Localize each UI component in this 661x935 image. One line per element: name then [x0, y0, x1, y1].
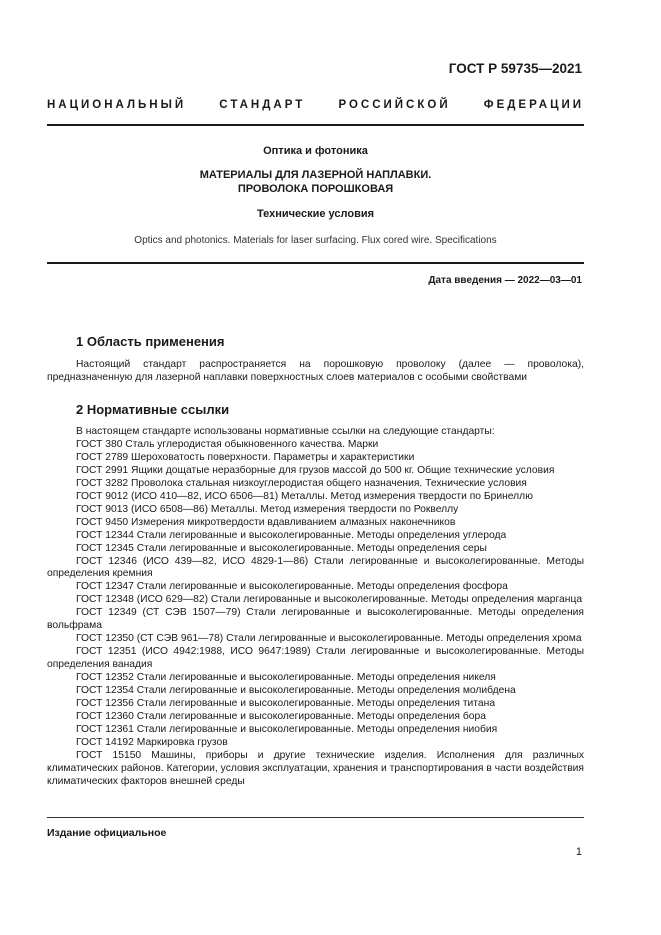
reference-item: ГОСТ 12351 (ИСО 4942:1988, ИСО 9647:1989) Стали легированные и высоколегированные. Методы определения ванадия — [47, 646, 584, 671]
reference-item: ГОСТ 15150 Машины, приборы и другие технические изделия. Исполнения для различных климатических районов. Категории, условия эксплуатации, хранения и транспортирования в части воздействия климатических факторов внешней среды — [47, 749, 584, 787]
reference-item: В настоящем стандарте использованы нормативные ссылки на следующие стандарты: — [76, 426, 495, 437]
section-references-heading: 2 Нормативные ссылки — [76, 402, 230, 417]
english-title: Optics and photonics. Materials for laser surfacing. Flux cored wire. Specifications — [134, 235, 497, 246]
reference-item: ГОСТ 12350 (СТ СЭВ 961—78) Стали легированные и высоколегированные. Методы определения хрома — [76, 633, 582, 645]
gost-number: ГОСТ Р 59735—2021 — [448, 61, 582, 76]
references-list — [47, 426, 584, 789]
scope-paragraph: Настоящий стандарт распространяется на порошковую проволоку (далее — проволока), предназначенную для лазерной наплавки поверхностных слоев материалов с особыми свойствами — [47, 359, 584, 384]
reference-item: ГОСТ 12345 Стали легированные и высоколегированные. Методы определения серы — [76, 542, 487, 554]
document-title-line-2: ПРОВОЛОКА ПОРОШКОВАЯ — [237, 183, 394, 195]
reference-item: ГОСТ 12361 Стали легированные и высоколегированные. Методы определения ниобия — [76, 723, 498, 735]
document-title — [47, 168, 584, 196]
footer-divider — [47, 817, 584, 818]
reference-item: ГОСТ 12344 Стали легированные и высоколегированные. Методы определения углерода — [76, 529, 507, 541]
reference-item: ГОСТ 9450 Измерения микротвердости вдавливанием алмазных наконечников — [76, 516, 456, 528]
domain-title: Оптика и фотоника — [263, 145, 368, 157]
reference-item: ГОСТ 380 Сталь углеродистая обыкновенного качества. Марки — [76, 438, 379, 450]
reference-item: ГОСТ 12347 Стали легированные и высоколегированные. Методы определения фосфора — [76, 581, 508, 593]
reference-item: ГОСТ 14192 Маркировка грузов — [76, 736, 228, 748]
reference-item: ГОСТ 9012 (ИСО 410—82, ИСО 6506—81) Металлы. Метод измерения твердости по Бринеллю — [76, 490, 533, 502]
reference-item: ГОСТ 3282 Проволока стальная низкоуглеродистая общего назначения. Технические условия — [76, 477, 527, 489]
title-divider — [47, 262, 584, 264]
reference-item: ГОСТ 2789 Шероховатость поверхности. Параметры и характеристики — [76, 451, 415, 463]
reference-item: ГОСТ 2991 Ящики дощатые неразборные для грузов массой до 500 кг. Общие технические условия — [76, 464, 555, 476]
reference-item: ГОСТ 12356 Стали легированные и высоколегированные. Методы определения титана — [76, 698, 496, 710]
official-edition-label: Издание официальное — [47, 827, 167, 839]
document-title-line-1: МАТЕРИАЛЫ ДЛЯ ЛАЗЕРНОЙ НАПЛАВКИ. — [199, 169, 432, 181]
reference-item: ГОСТ 12346 (ИСО 439—82, ИСО 4829-1—86) Стали легированные и высоколегированные. Методы определения кремния — [47, 555, 584, 580]
page-number: 1 — [575, 846, 582, 858]
reference-item: ГОСТ 12354 Стали легированные и высоколегированные. Методы определения молибдена — [76, 685, 516, 697]
introduction-date: Дата введения — 2022—03—01 — [428, 275, 582, 286]
reference-item: ГОСТ 9013 (ИСО 6508—86) Металлы. Метод измерения твердости по Роквеллу — [76, 503, 459, 515]
reference-item: ГОСТ 12352 Стали легированные и высоколегированные. Методы определения никеля — [76, 672, 496, 684]
national-standard-heading: НАЦИОНАЛЬНЫЙ СТАНДАРТ РОССИЙСКОЙ ФЕДЕРАЦИИ — [47, 99, 584, 111]
reference-item: ГОСТ 12348 (ИСО 629—82) Стали легированные и высоколегированные. Методы определения марганца — [76, 594, 583, 606]
section-scope-heading: 1 Область применения — [76, 334, 225, 349]
top-divider — [47, 124, 584, 126]
reference-item: ГОСТ 12360 Стали легированные и высоколегированные. Методы определения бора — [76, 710, 486, 722]
document-subtitle: Технические условия — [256, 208, 375, 220]
reference-item: ГОСТ 12349 (СТ СЭВ 1507—79) Стали легированные и высоколегированные. Методы определения вольфрама — [47, 607, 584, 632]
